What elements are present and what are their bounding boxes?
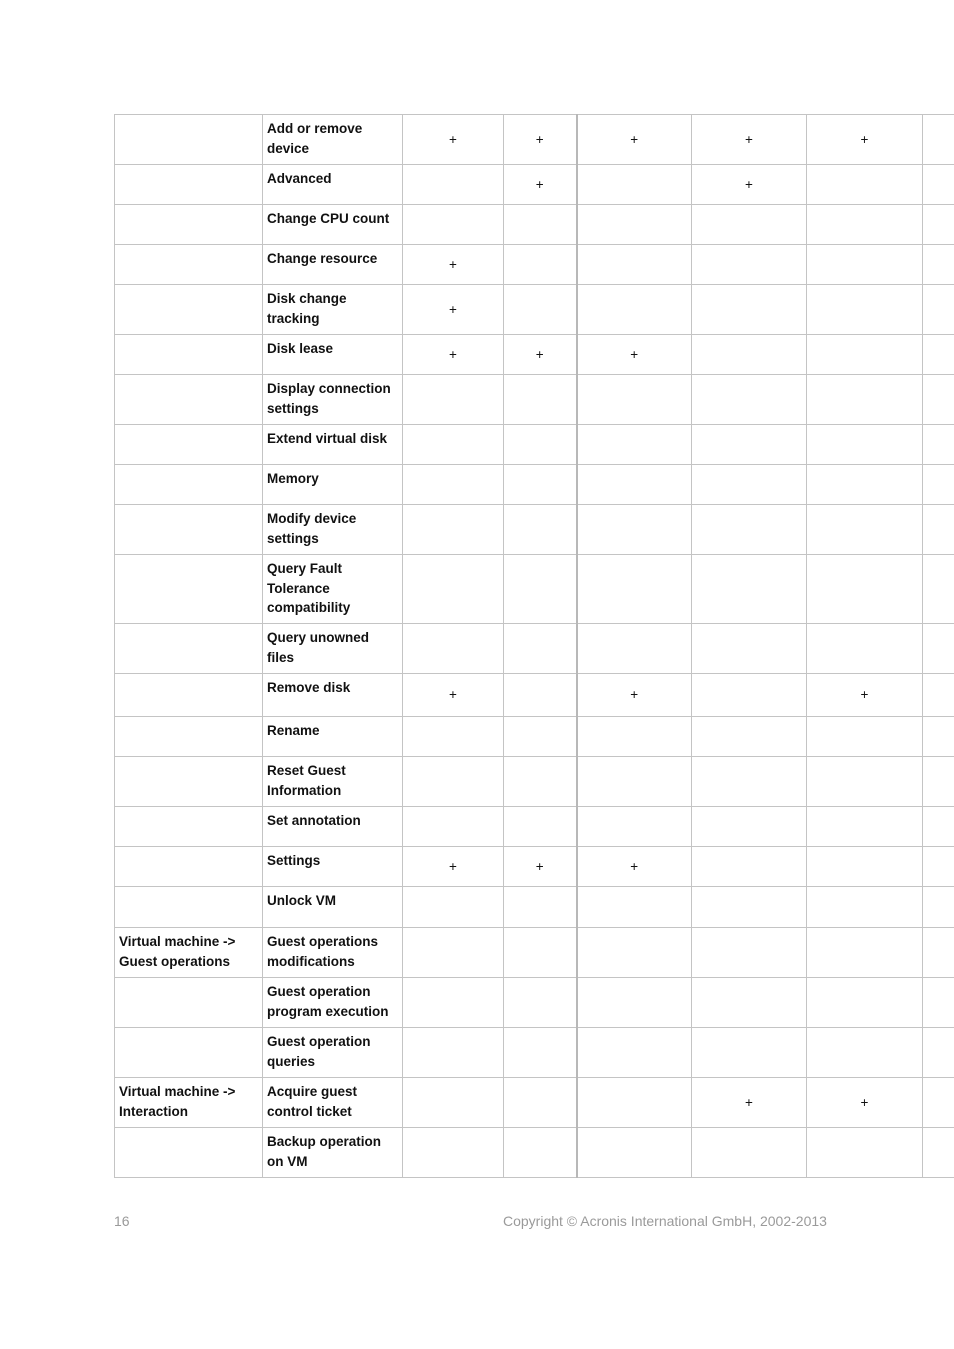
permission-mark-cell	[577, 978, 692, 1028]
permission-mark-cell	[504, 978, 577, 1028]
permission-mark-cell	[403, 928, 504, 978]
permission-mark-cell	[577, 205, 692, 245]
permission-mark-cell: +	[577, 674, 692, 717]
permission-mark-cell	[504, 757, 577, 807]
privilege-cell: Guest operations modifications	[263, 928, 403, 978]
privilege-cell: Rename	[263, 717, 403, 757]
permission-mark-cell	[807, 505, 923, 555]
permission-mark-cell	[807, 285, 923, 335]
category-cell: Virtual machine -> Interaction	[115, 1078, 263, 1128]
permission-mark-cell: +	[504, 165, 577, 205]
permission-mark-cell	[403, 205, 504, 245]
permission-mark-cell	[504, 1078, 577, 1128]
permission-mark-cell	[403, 717, 504, 757]
table-row	[115, 165, 954, 205]
permission-mark-cell	[403, 887, 504, 928]
permission-mark-cell	[504, 245, 577, 285]
permission-mark-cell: +	[403, 115, 504, 165]
table-row	[115, 555, 954, 624]
privilege-cell: Add or remove device	[263, 115, 403, 165]
permission-mark-cell	[403, 1028, 504, 1078]
permission-mark-cell	[577, 807, 692, 847]
cut-off-column-cell	[923, 335, 954, 375]
permission-mark-cell	[403, 165, 504, 205]
permission-mark-cell	[692, 465, 807, 505]
cut-off-column-cell	[923, 928, 954, 978]
permission-mark-cell: +	[504, 115, 577, 165]
cut-off-column-cell	[923, 505, 954, 555]
permission-mark-cell	[692, 807, 807, 847]
permission-mark-cell	[504, 1128, 577, 1178]
permission-mark-cell	[577, 887, 692, 928]
permission-mark-cell	[692, 928, 807, 978]
cut-off-column-cell	[923, 674, 954, 717]
privilege-cell: Modify device settings	[263, 505, 403, 555]
table-row	[115, 807, 954, 847]
table-row	[115, 978, 954, 1028]
table-row	[115, 717, 954, 757]
permission-mark-cell	[692, 555, 807, 624]
permission-mark-cell	[692, 624, 807, 674]
permission-mark-cell	[504, 807, 577, 847]
permission-mark-cell	[403, 807, 504, 847]
privilege-cell: Remove disk	[263, 674, 403, 717]
table-row	[115, 465, 954, 505]
cut-off-column-cell	[923, 425, 954, 465]
cut-off-column-cell	[923, 887, 954, 928]
category-cell	[115, 505, 263, 555]
permission-mark-cell	[577, 165, 692, 205]
privilege-cell: Backup operation on VM	[263, 1128, 403, 1178]
cut-off-column-cell	[923, 165, 954, 205]
table-row	[115, 335, 954, 375]
permission-mark-cell	[504, 555, 577, 624]
permission-mark-cell	[692, 425, 807, 465]
table-row	[115, 285, 954, 335]
permission-mark-cell	[577, 375, 692, 425]
cut-off-column-cell	[923, 1078, 954, 1128]
category-cell	[115, 847, 263, 887]
permission-mark-cell	[577, 505, 692, 555]
cut-off-column-cell	[923, 555, 954, 624]
permission-mark-cell: +	[692, 1078, 807, 1128]
permission-mark-cell	[692, 978, 807, 1028]
category-cell	[115, 245, 263, 285]
privilege-cell: Query unowned files	[263, 624, 403, 674]
permission-mark-cell	[807, 928, 923, 978]
permission-mark-cell	[807, 375, 923, 425]
category-cell	[115, 205, 263, 245]
table-row	[115, 674, 954, 717]
permission-mark-cell	[403, 505, 504, 555]
privilege-cell: Extend virtual disk	[263, 425, 403, 465]
table-row	[115, 245, 954, 285]
category-cell	[115, 465, 263, 505]
permission-mark-cell	[577, 757, 692, 807]
category-cell	[115, 887, 263, 928]
cut-off-column-cell	[923, 807, 954, 847]
table-row	[115, 115, 954, 165]
permission-mark-cell: +	[692, 115, 807, 165]
permission-mark-cell	[807, 624, 923, 674]
category-cell	[115, 978, 263, 1028]
category-cell	[115, 165, 263, 205]
permission-mark-cell	[807, 205, 923, 245]
category-cell: Virtual machine -> Guest operations	[115, 928, 263, 978]
table-row	[115, 757, 954, 807]
table-row	[115, 1028, 954, 1078]
permission-mark-cell	[807, 887, 923, 928]
table-row	[115, 375, 954, 425]
category-cell	[115, 1128, 263, 1178]
category-cell	[115, 807, 263, 847]
permission-mark-cell: +	[577, 115, 692, 165]
permissions-table	[114, 114, 954, 1178]
permission-mark-cell	[577, 624, 692, 674]
category-cell	[115, 335, 263, 375]
privilege-cell: Guest operation queries	[263, 1028, 403, 1078]
category-cell	[115, 285, 263, 335]
cut-off-column-cell	[923, 205, 954, 245]
permission-mark-cell	[504, 674, 577, 717]
permission-mark-cell	[692, 674, 807, 717]
permission-mark-cell	[807, 978, 923, 1028]
permission-mark-cell	[692, 1128, 807, 1178]
category-cell	[115, 717, 263, 757]
privilege-cell: Reset Guest Information	[263, 757, 403, 807]
permission-mark-cell	[577, 285, 692, 335]
permission-mark-cell	[577, 425, 692, 465]
permission-mark-cell: +	[807, 115, 923, 165]
table-row	[115, 205, 954, 245]
permission-mark-cell	[807, 847, 923, 887]
permission-mark-cell	[403, 465, 504, 505]
cut-off-column-cell	[923, 465, 954, 505]
permission-mark-cell	[807, 1028, 923, 1078]
permission-mark-cell	[692, 1028, 807, 1078]
cut-off-column-cell	[923, 1028, 954, 1078]
permission-mark-cell: +	[577, 847, 692, 887]
category-cell	[115, 425, 263, 465]
permission-mark-cell: +	[403, 245, 504, 285]
permission-mark-cell: +	[403, 847, 504, 887]
table-row	[115, 1078, 954, 1128]
permission-mark-cell	[403, 375, 504, 425]
permission-mark-cell	[692, 887, 807, 928]
privilege-cell: Advanced	[263, 165, 403, 205]
permission-mark-cell	[807, 555, 923, 624]
permission-mark-cell	[403, 757, 504, 807]
privilege-cell: Disk lease	[263, 335, 403, 375]
category-cell	[115, 115, 263, 165]
privilege-cell: Unlock VM	[263, 887, 403, 928]
permission-mark-cell	[504, 425, 577, 465]
permission-mark-cell	[577, 1028, 692, 1078]
permission-mark-cell	[692, 757, 807, 807]
copyright-notice: Copyright © Acronis International GmbH, 2002-2013	[503, 1213, 827, 1229]
permission-mark-cell	[504, 375, 577, 425]
permission-mark-cell	[504, 505, 577, 555]
permission-mark-cell	[577, 465, 692, 505]
table-row	[115, 847, 954, 887]
privilege-cell: Change CPU count	[263, 205, 403, 245]
permission-mark-cell	[504, 717, 577, 757]
permission-mark-cell	[692, 847, 807, 887]
permission-mark-cell: +	[807, 674, 923, 717]
category-cell	[115, 624, 263, 674]
permission-mark-cell	[807, 717, 923, 757]
permission-mark-cell	[807, 335, 923, 375]
permission-mark-cell: +	[403, 285, 504, 335]
cut-off-column-cell	[923, 847, 954, 887]
permission-mark-cell	[403, 555, 504, 624]
privilege-cell: Display connection settings	[263, 375, 403, 425]
table-row	[115, 425, 954, 465]
permission-mark-cell	[403, 1128, 504, 1178]
cut-off-column-cell	[923, 624, 954, 674]
privilege-cell: Guest operation program execution	[263, 978, 403, 1028]
privilege-cell: Set annotation	[263, 807, 403, 847]
permission-mark-cell	[403, 1078, 504, 1128]
category-cell	[115, 555, 263, 624]
permission-mark-cell	[577, 717, 692, 757]
permission-mark-cell	[807, 165, 923, 205]
permission-mark-cell	[577, 1078, 692, 1128]
permission-mark-cell	[692, 717, 807, 757]
permission-mark-cell	[504, 928, 577, 978]
permission-mark-cell	[692, 335, 807, 375]
permission-mark-cell	[807, 245, 923, 285]
cut-off-column-cell	[923, 375, 954, 425]
cut-off-column-cell	[923, 285, 954, 335]
table-row	[115, 505, 954, 555]
table-row	[115, 928, 954, 978]
permission-mark-cell	[577, 245, 692, 285]
privilege-cell: Disk change tracking	[263, 285, 403, 335]
permission-mark-cell	[403, 624, 504, 674]
permission-mark-cell	[504, 624, 577, 674]
table-row	[115, 1128, 954, 1178]
permission-mark-cell	[504, 205, 577, 245]
permission-mark-cell	[807, 757, 923, 807]
cut-off-column-cell	[923, 115, 954, 165]
privilege-cell: Memory	[263, 465, 403, 505]
category-cell	[115, 1028, 263, 1078]
permission-mark-cell	[403, 425, 504, 465]
permission-mark-cell: +	[692, 165, 807, 205]
privilege-cell: Change resource	[263, 245, 403, 285]
permission-mark-cell	[577, 1128, 692, 1178]
category-cell	[115, 757, 263, 807]
cut-off-column-cell	[923, 1128, 954, 1178]
table-row	[115, 624, 954, 674]
permission-mark-cell	[692, 285, 807, 335]
permission-mark-cell	[807, 425, 923, 465]
permission-mark-cell	[504, 285, 577, 335]
permission-mark-cell	[504, 887, 577, 928]
category-cell	[115, 375, 263, 425]
permission-mark-cell	[577, 928, 692, 978]
permission-mark-cell	[577, 555, 692, 624]
permission-mark-cell	[504, 1028, 577, 1078]
cut-off-column-cell	[923, 245, 954, 285]
permission-mark-cell	[807, 807, 923, 847]
permission-mark-cell: +	[577, 335, 692, 375]
permission-mark-cell	[807, 465, 923, 505]
page-number: 16	[114, 1213, 130, 1229]
permission-mark-cell	[692, 375, 807, 425]
permission-mark-cell: +	[504, 335, 577, 375]
cut-off-column-cell	[923, 717, 954, 757]
permission-mark-cell: +	[403, 674, 504, 717]
permission-mark-cell	[692, 505, 807, 555]
permission-mark-cell	[692, 205, 807, 245]
permission-mark-cell	[504, 465, 577, 505]
permission-mark-cell: +	[403, 335, 504, 375]
permission-mark-cell	[403, 978, 504, 1028]
table-row	[115, 887, 954, 928]
privilege-cell: Acquire guest control ticket	[263, 1078, 403, 1128]
permission-mark-cell	[807, 1128, 923, 1178]
cut-off-column-cell	[923, 978, 954, 1028]
permission-mark-cell	[692, 245, 807, 285]
privilege-cell: Settings	[263, 847, 403, 887]
category-cell	[115, 674, 263, 717]
permission-mark-cell: +	[504, 847, 577, 887]
privilege-cell: Query Fault Tolerance compatibility	[263, 555, 403, 624]
permission-mark-cell: +	[807, 1078, 923, 1128]
cut-off-column-cell	[923, 757, 954, 807]
